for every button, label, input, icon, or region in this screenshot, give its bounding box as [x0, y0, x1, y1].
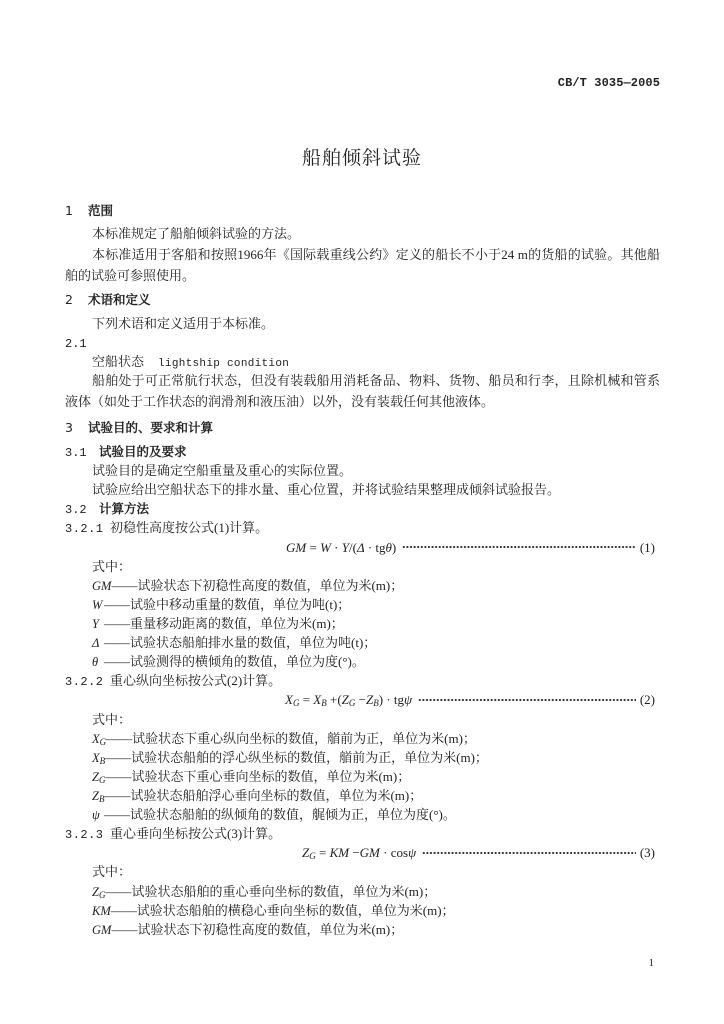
- section-number: 2: [65, 292, 73, 307]
- formula-operator: =: [315, 845, 330, 861]
- symbol-name: Z: [92, 769, 99, 784]
- symbol-definition: [65, 920, 660, 939]
- symbol-name: Δ: [92, 636, 100, 651]
- symbol-definition: [65, 882, 660, 901]
- term-number: 2.1: [65, 337, 87, 351]
- formula-subscript: B: [321, 698, 327, 709]
- formula-expression: [302, 843, 416, 862]
- symbol-definition: [65, 652, 660, 671]
- symbol-description: ——试验状态船舶浮心垂向坐标的数值，单位为米(m)；: [104, 787, 423, 803]
- formula-variable: GM: [286, 539, 307, 555]
- subsection-number: 3.1: [65, 446, 87, 460]
- symbol-name: GM: [92, 922, 112, 937]
- formula-1: [65, 538, 660, 557]
- formula-variable: Z: [366, 692, 374, 708]
- dot-leader: [418, 698, 636, 702]
- subsection-3-1-heading: [65, 442, 660, 461]
- symbol: [92, 883, 105, 901]
- formula-variable: Y: [341, 539, 349, 555]
- subsection-title: 计算方法: [99, 501, 150, 517]
- section-title: 试验目的、要求和计算: [88, 420, 214, 435]
- formula-variable: Δ: [356, 539, 365, 555]
- symbol-subscript: G: [98, 774, 106, 785]
- term-definition-line-2: 液体（如处于工作状态的润滑剂和液压油）以外，没有装载任何其他液体。: [65, 394, 495, 409]
- formula-expression: [286, 538, 396, 557]
- formula-variable: Z: [302, 845, 310, 861]
- clause-text: 重心纵向坐标按公式(2)计算。: [110, 673, 282, 689]
- symbol-name: GM: [92, 578, 112, 593]
- symbol-subscript: B: [98, 793, 105, 804]
- page-number: 1: [648, 957, 654, 969]
- symbol-name: Z: [92, 884, 99, 899]
- formula-operator: ·: [330, 539, 342, 555]
- symbol-definition: [65, 748, 660, 767]
- formula-operator: +(: [326, 692, 342, 708]
- clause-number: 3.2.1: [65, 522, 104, 537]
- formula-variable: W: [320, 539, 331, 555]
- clause-number: 3.2.3: [65, 828, 104, 843]
- symbol-description: ——试验状态船舶的浮心纵坐标的数值，艏前为正，单位为米(m)；: [105, 749, 488, 765]
- formula-variable: θ: [385, 539, 392, 555]
- formula-variable: X: [285, 692, 293, 708]
- symbol-name: Z: [92, 788, 99, 803]
- formula-variable: GM: [359, 845, 380, 861]
- term-english: lightship condition: [158, 358, 290, 370]
- symbol-name: ψ: [92, 808, 100, 823]
- symbol-description: ——试验状态船舶的横稳心垂向坐标的数值，单位为米(m)；: [110, 902, 455, 918]
- symbol: [92, 921, 111, 939]
- formula-operator: −: [355, 692, 366, 708]
- symbol-definition: [65, 614, 660, 633]
- clause-text: 初稳性高度按公式(1)计算。: [110, 520, 269, 536]
- formula-operator: · tg: [364, 539, 386, 555]
- formula-subscript: G: [309, 851, 316, 862]
- where-label: 式中：: [92, 711, 132, 727]
- section-number: 3: [65, 420, 73, 435]
- formula-subscript: B: [373, 698, 379, 709]
- formula-variable: X: [313, 692, 322, 708]
- section-3-body: [65, 442, 660, 939]
- symbol-description: ——试验状态下初稳性高度的数值，单位为米(m)；: [111, 921, 404, 937]
- subsection-3-2-heading: [65, 499, 660, 518]
- section-title: 范围: [88, 203, 114, 218]
- section-number: 1: [65, 203, 73, 218]
- symbol: [92, 768, 105, 786]
- term-chinese: 空船状态: [92, 354, 145, 369]
- formula-3: [65, 843, 660, 862]
- symbol: [92, 787, 104, 805]
- symbol-definition: [65, 767, 660, 786]
- page-title: 船舶倾斜试验: [301, 147, 422, 169]
- formula-operator: ): [391, 539, 397, 555]
- requirements-paragraph-2: 试验应给出空船状态下的排水量、重心位置，并将试验结果整理成倾斜试验报告。: [92, 482, 561, 498]
- symbol-description: ——重量移动距离的数值，单位为米(m)；: [104, 615, 344, 631]
- section-1-heading: [65, 203, 113, 219]
- formula-operator: =: [306, 539, 321, 555]
- symbol: [92, 749, 105, 767]
- symbol-description: ——试验测得的横倾角的数值，单位为度(°)。: [104, 654, 365, 670]
- symbol-subscript: G: [99, 736, 107, 747]
- formula-variable: KM: [329, 845, 350, 861]
- where-label: 式中：: [92, 558, 132, 574]
- section-title: 术语和定义: [88, 292, 151, 307]
- symbol-description: ——试验状态下初稳性高度的数值，单位为米(m)；: [111, 577, 404, 593]
- clause-text: 重心垂向坐标按公式(3)计算。: [110, 826, 282, 842]
- formula-operator: ) · tg: [378, 692, 405, 708]
- symbol-description: ——试验中移动重量的数值，单位为吨(t)；: [104, 596, 351, 612]
- symbol-definition: [65, 901, 660, 920]
- symbol-description: ——试验状态下重心垂向坐标的数值，单位为米(m)；: [105, 768, 411, 784]
- scope-paragraph-2-line-2: 舶的试验可参照使用。: [65, 268, 196, 283]
- formula-operator: −: [349, 845, 360, 861]
- formula-variable: ψ: [408, 845, 417, 861]
- dot-leader: [402, 545, 636, 549]
- symbol-subscript: B: [99, 755, 106, 766]
- formula-number: (3): [639, 845, 655, 861]
- formula-operator: /(: [348, 539, 357, 555]
- formula-operator: · cos: [379, 845, 409, 861]
- symbol-description: ——试验状态下重心纵向坐标的数值，艏前为正，单位为米(m)；: [106, 730, 476, 746]
- subsection-number: 3.2: [65, 503, 87, 518]
- formula-number: (1): [639, 539, 655, 555]
- formula-subscript: G: [348, 698, 356, 709]
- symbol-name: Y: [92, 616, 99, 631]
- formula-number: (2): [639, 692, 655, 708]
- symbol: [92, 730, 106, 748]
- formula-variable: ψ: [404, 692, 413, 708]
- symbol-description: ——试验状态船舶的纵倾角的数值，艉倾为正，单位为度(°)。: [104, 807, 456, 823]
- formula-operator: =: [299, 692, 314, 708]
- scope-paragraph-2-line-1: 本标准适用于客船和按照1966年《国际载重线公约》定义的船长不小于24 m的货船的试验。其他船: [92, 247, 660, 262]
- terms-intro-paragraph: 下列术语和定义适用于本标准。: [92, 316, 275, 331]
- symbol-name: θ: [92, 655, 99, 670]
- symbol-definition: [65, 595, 660, 614]
- scope-paragraph-1: 本标准规定了船舶倾斜试验的方法。: [92, 226, 301, 241]
- dot-leader: [422, 851, 636, 855]
- formula-expression: [285, 690, 412, 709]
- formula-variable: Z: [341, 692, 349, 708]
- symbol-subscript: G: [98, 889, 106, 900]
- clause-3-2-2-heading: [65, 671, 660, 690]
- section-3-heading: [65, 420, 213, 436]
- symbol-definition: [65, 576, 660, 595]
- formula-2: [65, 690, 660, 709]
- clause-number: 3.2.2: [65, 675, 104, 690]
- symbol: [92, 653, 104, 671]
- formula-subscript: G: [292, 698, 300, 709]
- clause-3-2-3-heading: [65, 824, 660, 843]
- subsection-title: 试验目的及要求: [99, 444, 187, 459]
- calculation-clauses: [65, 518, 660, 938]
- symbol: [92, 634, 104, 652]
- requirements-paragraph-1: 试验目的是确定空船重量及重心的实际位置。: [92, 463, 353, 479]
- symbol-description: ——试验状态船舶的重心垂向坐标的数值，单位为米(m)；: [105, 883, 437, 899]
- symbol: [92, 596, 104, 614]
- symbol-name: W: [92, 597, 103, 612]
- symbol-definition: [65, 633, 660, 652]
- symbol: [92, 577, 111, 595]
- symbol-definition: [65, 729, 660, 748]
- symbol-name: X: [92, 731, 100, 746]
- symbol-name: KM: [92, 903, 111, 918]
- term-entry: [92, 354, 289, 372]
- symbol: [92, 902, 111, 920]
- symbol-description: ——试验状态船舶排水量的数值，单位为吨(t)；: [104, 635, 377, 651]
- symbol: [92, 615, 104, 633]
- symbol: [92, 806, 104, 824]
- standard-number: CB/T 3035—2005: [557, 76, 660, 90]
- section-2-heading: [65, 292, 151, 308]
- symbol-definition: [65, 786, 660, 805]
- clause-3-2-1-heading: [65, 518, 660, 537]
- where-label: 式中：: [92, 864, 132, 880]
- term-definition-line-1: 船舶处于可正常航行状态，但没有装载船用消耗备品、物料、货物、船员和行李，且除机械和管系: [92, 373, 660, 388]
- symbol-name: X: [92, 750, 100, 765]
- symbol-definition: [65, 805, 660, 824]
